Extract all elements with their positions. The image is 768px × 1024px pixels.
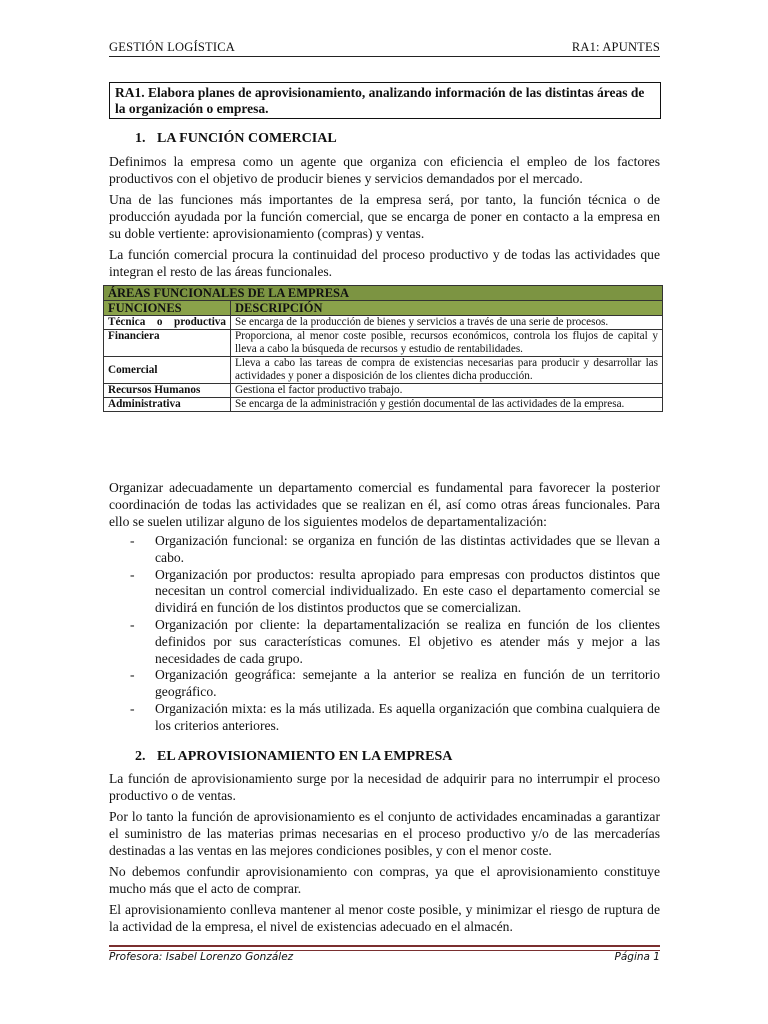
table-row — [104, 316, 663, 330]
header-section: RA1: APUNTES — [571, 40, 660, 54]
section-2-number: 2. — [135, 749, 146, 764]
bullet-dash: - — [130, 533, 135, 548]
table-title: ÁREAS FUNCIONALES DE LA EMPRESA — [104, 286, 663, 301]
table-row — [104, 384, 663, 398]
table-cell-description: Se encarga de la producción de bienes y servicios a través de una serie de procesos. — [231, 316, 663, 330]
table-header-description: DESCRIPCIÓN — [231, 301, 663, 316]
section-2-paragraph-3: No debemos confundir aprovisionamiento con compras, ya que el aprovisionamiento constituye mucho más que el acto de comprar. — [109, 864, 660, 896]
table-header-functions: FUNCIONES — [104, 301, 231, 316]
list-item — [130, 667, 660, 701]
section-2-title — [135, 749, 452, 765]
list-item-text: Organización geográfica: semejante a la anterior se realiza en función de un territorio geográfico. — [155, 667, 660, 700]
organization-paragraph: Organizar adecuadamente un departamento comercial es fundamental para favorecer la posterior coordinación de todas las actividades que se realizan en él, así como otras áreas funcionales. Para ello se suelen utilizar alguno de los siguientes modelos de departamentalización: — [109, 480, 660, 529]
section-1-paragraph-3: La función comercial procura la continuidad del proceso productivo y de todas las actividades que integran el resto de las áreas funcionales. — [109, 247, 660, 279]
section-1-paragraph-1: Definimos la empresa como un agente que organiza con eficiencia el empleo de los factores productivos con el objetivo de producir bienes y servicios demandados por el mercado. — [109, 154, 660, 186]
header-divider — [109, 56, 660, 57]
table-row — [104, 330, 663, 357]
list-item-text: Organización mixta: es la más utilizada. Es aquella organización que combina cualquiera de los criterios anteriores. — [155, 700, 660, 733]
table-cell-function: Técnica o productiva — [104, 316, 231, 330]
footer-page-number: Página 1 — [614, 951, 660, 963]
section-1-paragraph-2: Una de las funciones más importantes de la empresa será, por tanto, la función técnica o de producción ayudada por la función comercial, que se encarga de poner en contacto a la empresa en su doble vertiente: aprovisionamiento (compras) y ventas. — [109, 192, 660, 241]
bullet-dash: - — [130, 700, 135, 716]
section-2-paragraph-4: El aprovisionamiento conlleva mantener al menor coste posible, y minimizar el riesgo de ruptura de la actividad de la empresa, el nivel de existencias adecuado en el almacén. — [109, 902, 660, 934]
bullet-dash: - — [130, 566, 135, 582]
table-cell-function: Recursos Humanos — [104, 384, 231, 398]
list-item-text: Organización funcional: se organiza en función de las distintas actividades que se llevan a cabo. — [155, 533, 660, 565]
section-2-paragraph-2: Por lo tanto la función de aprovisionamiento es el conjunto de actividades encaminadas a garantizar el suministro de las materias primas necesarias en el proceso productivo y/o de las mercaderías destinadas a las ventas en las mejores condiciones posibles, y con el menor coste. — [109, 809, 660, 858]
table-cell-description: Gestiona el factor productivo trabajo. — [231, 384, 663, 398]
section-1-heading: LA FUNCIÓN COMERCIAL — [157, 131, 337, 146]
bullet-dash: - — [130, 616, 135, 632]
list-item — [130, 701, 660, 735]
table-cell-function: Comercial — [104, 357, 231, 384]
table-cell-description: Lleva a cabo las tareas de compra de existencias necesarias para producir y desarrollar las actividades y poner a disposición de los clientes dicha producción. — [231, 357, 663, 384]
table-row — [104, 398, 663, 412]
bullet-dash: - — [130, 667, 135, 683]
table-cell-function: Financiera — [104, 330, 231, 357]
list-item — [130, 533, 660, 567]
list-item-text: Organización por cliente: la departamentalización se realiza en función de los clientes definidos por sus características comunes. El objetivo es atender más y mejor a las necesidades de cada grupo. — [155, 616, 660, 666]
section-2-heading: EL APROVISIONAMIENTO EN LA EMPRESA — [157, 749, 453, 764]
table-row — [104, 357, 663, 384]
footer-author: Profesora: Isabel Lorenzo González — [109, 951, 294, 963]
section-2-paragraph-1: La función de aprovisionamiento surge por la necesidad de adquirir para no interrumpir el proceso productivo o de ventas. — [109, 771, 660, 803]
list-item-text: Organización por productos: resulta apropiado para empresas con productos distintos que necesitan un control comercial individualizado. En este caso el departamento comercial se dividirá en función de los distintos productos que se comercializan. — [155, 566, 660, 616]
table-cell-function: Administrativa — [104, 398, 231, 412]
list-item — [130, 567, 660, 617]
functional-areas-table — [103, 285, 663, 412]
learning-outcome-box: RA1. Elabora planes de aprovisionamiento, analizando información de las distintas áreas de la organización o empresa. — [109, 82, 661, 119]
table-cell-description: Proporciona, al menor coste posible, recursos económicos, controla los flujos de capital y lleva a cabo la búsqueda de recursos y estudio de rentabilidades. — [231, 330, 663, 357]
section-1-number: 1. — [135, 131, 146, 146]
header-subject: GESTIÓN LOGÍSTICA — [109, 40, 235, 54]
section-1-title — [135, 131, 337, 147]
table-cell-description: Se encarga de la administración y gestión documental de las actividades de la empresa. — [231, 398, 663, 412]
footer-divider-thick — [109, 945, 660, 947]
departmentalization-models-list — [130, 533, 660, 735]
list-item — [130, 617, 660, 667]
